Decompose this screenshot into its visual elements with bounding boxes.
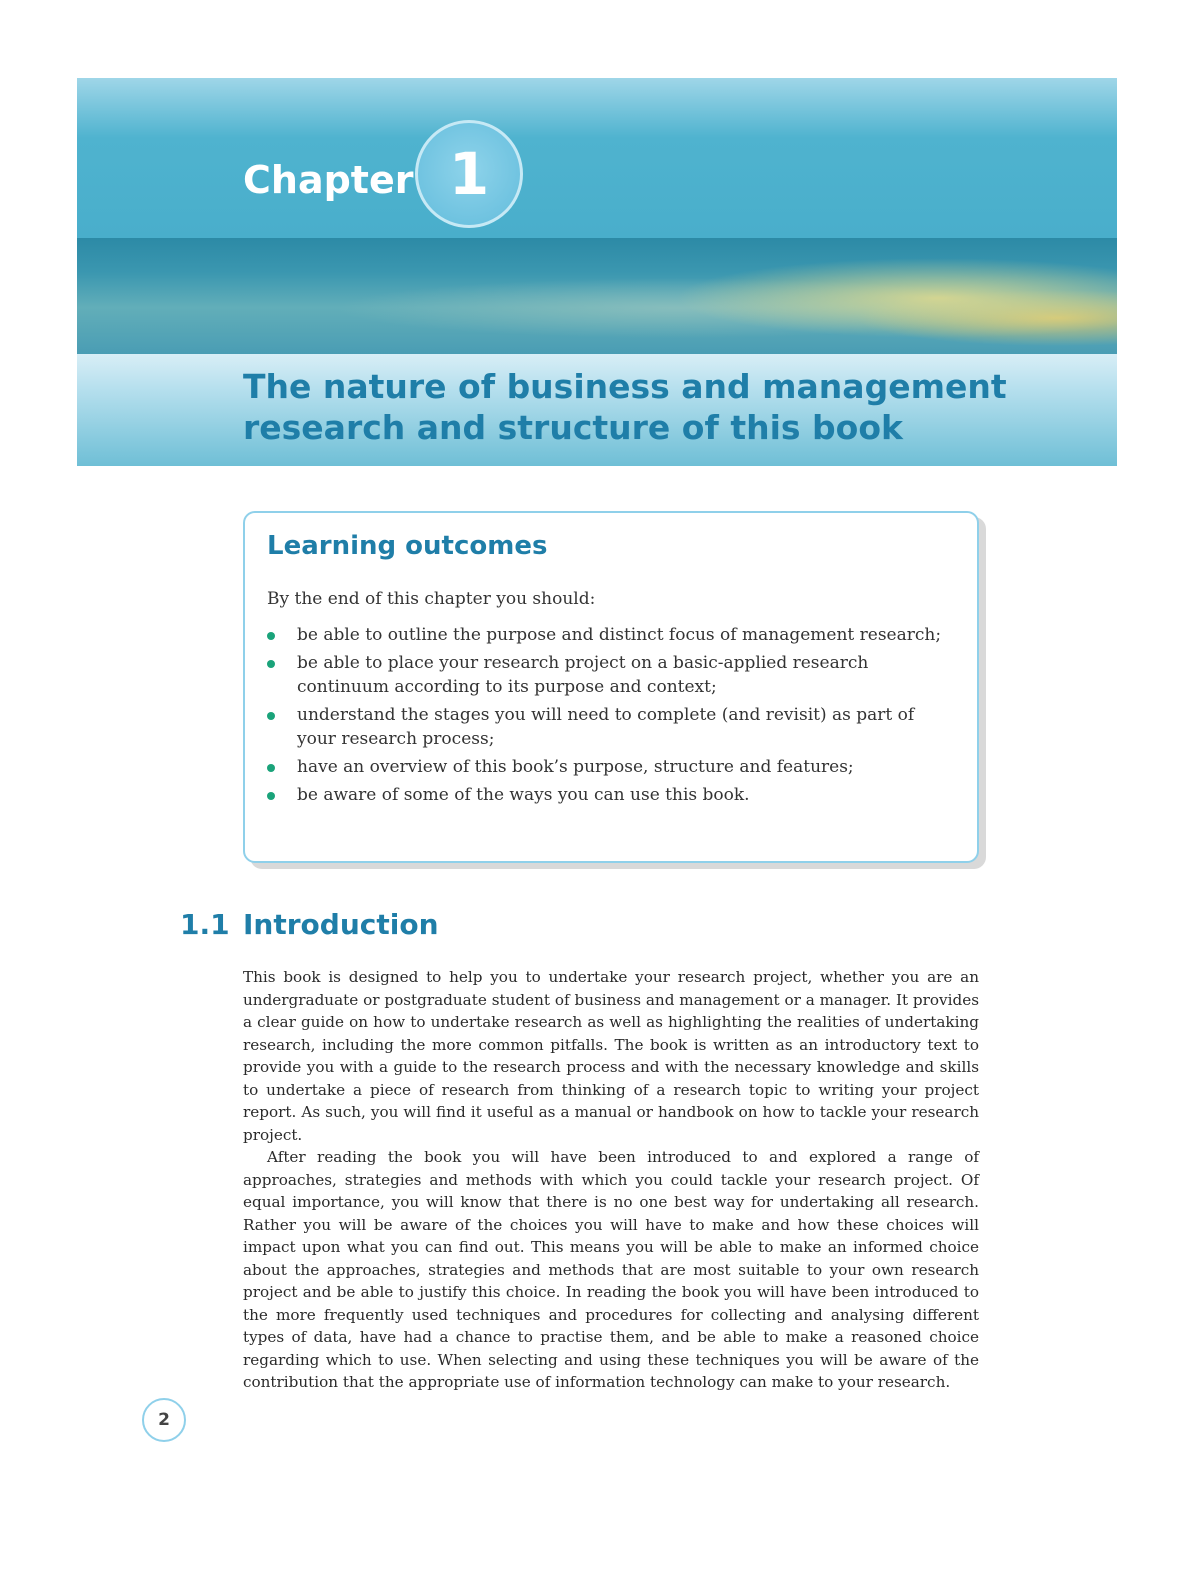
bullet-icon <box>267 632 275 640</box>
section-number: 1.1 <box>180 908 230 941</box>
learning-outcomes-box <box>243 511 979 863</box>
list-item <box>267 651 957 699</box>
page-number-badge <box>142 1398 186 1442</box>
list-item-text: be aware of some of the ways you can use this book. <box>297 785 750 805</box>
bullet-icon <box>267 660 275 668</box>
learning-outcomes-intro: By the end of this chapter you should: <box>267 589 596 609</box>
chapter-number-badge <box>415 120 523 228</box>
list-item-text: be able to place your research project on a basic-applied research continuum according to its purpose and context; <box>297 653 869 697</box>
banner-image-stripe <box>77 238 1117 354</box>
chapter-title: The nature of business and management research and structure of this book <box>243 367 1007 447</box>
page-number: 2 <box>158 1410 170 1430</box>
section-body <box>243 966 979 1394</box>
body-paragraph: This book is designed to help you to undertake your research project, whether you are an undergraduate or postgraduate student of business and management or a manager. It provides a clear guide on how to undertake research as well as highlighting the realities of undertaking research, including the more common pitfalls. The book is written as an introductory text to provide you with a guide to the research process and with the necessary knowledge and skills to undertake a piece of research from thinking of a research topic to writing your project report. As such, you will find it useful as a manual or handbook on how to tackle your research project. <box>243 968 979 1144</box>
section-title: Introduction <box>243 908 439 941</box>
list-item <box>267 703 957 751</box>
list-item <box>267 623 957 647</box>
list-item <box>267 755 957 779</box>
chapter-banner <box>77 78 1117 466</box>
chapter-number: 1 <box>448 140 490 208</box>
body-paragraph: After reading the book you will have been introduced to and explored a range of approaches, strategies and methods with which you could tackle your research project. Of equal importance, you will know that there is no one best way for undertaking all research. Rather you will be aware of the choices you will have to make and how these choices will impact upon what you can find out. This means you will be able to make an informed choice about the approaches, strategies and methods that are most suitable to your own research project and be able to justify this choice. In reading the book you will have been introduced to the more frequently used techniques and procedures for collecting and analysing different types of data, have had a chance to practise them, and be able to make a reasoned choice regarding which to use. When selecting and using these techniques you will be aware of the contribution that the appropriate use of information technology can make to your research. <box>243 1148 979 1391</box>
chapter-label: Chapter <box>243 158 414 202</box>
bullet-icon <box>267 764 275 772</box>
list-item <box>267 783 957 807</box>
learning-outcomes-heading: Learning outcomes <box>267 531 548 561</box>
learning-outcomes-list <box>267 623 957 811</box>
bullet-icon <box>267 712 275 720</box>
bullet-icon <box>267 792 275 800</box>
list-item-text: understand the stages you will need to complete (and revisit) as part of your research process; <box>297 705 915 749</box>
list-item-text: be able to outline the purpose and distinct focus of management research; <box>297 625 942 645</box>
list-item-text: have an overview of this book’s purpose, structure and features; <box>297 757 854 777</box>
